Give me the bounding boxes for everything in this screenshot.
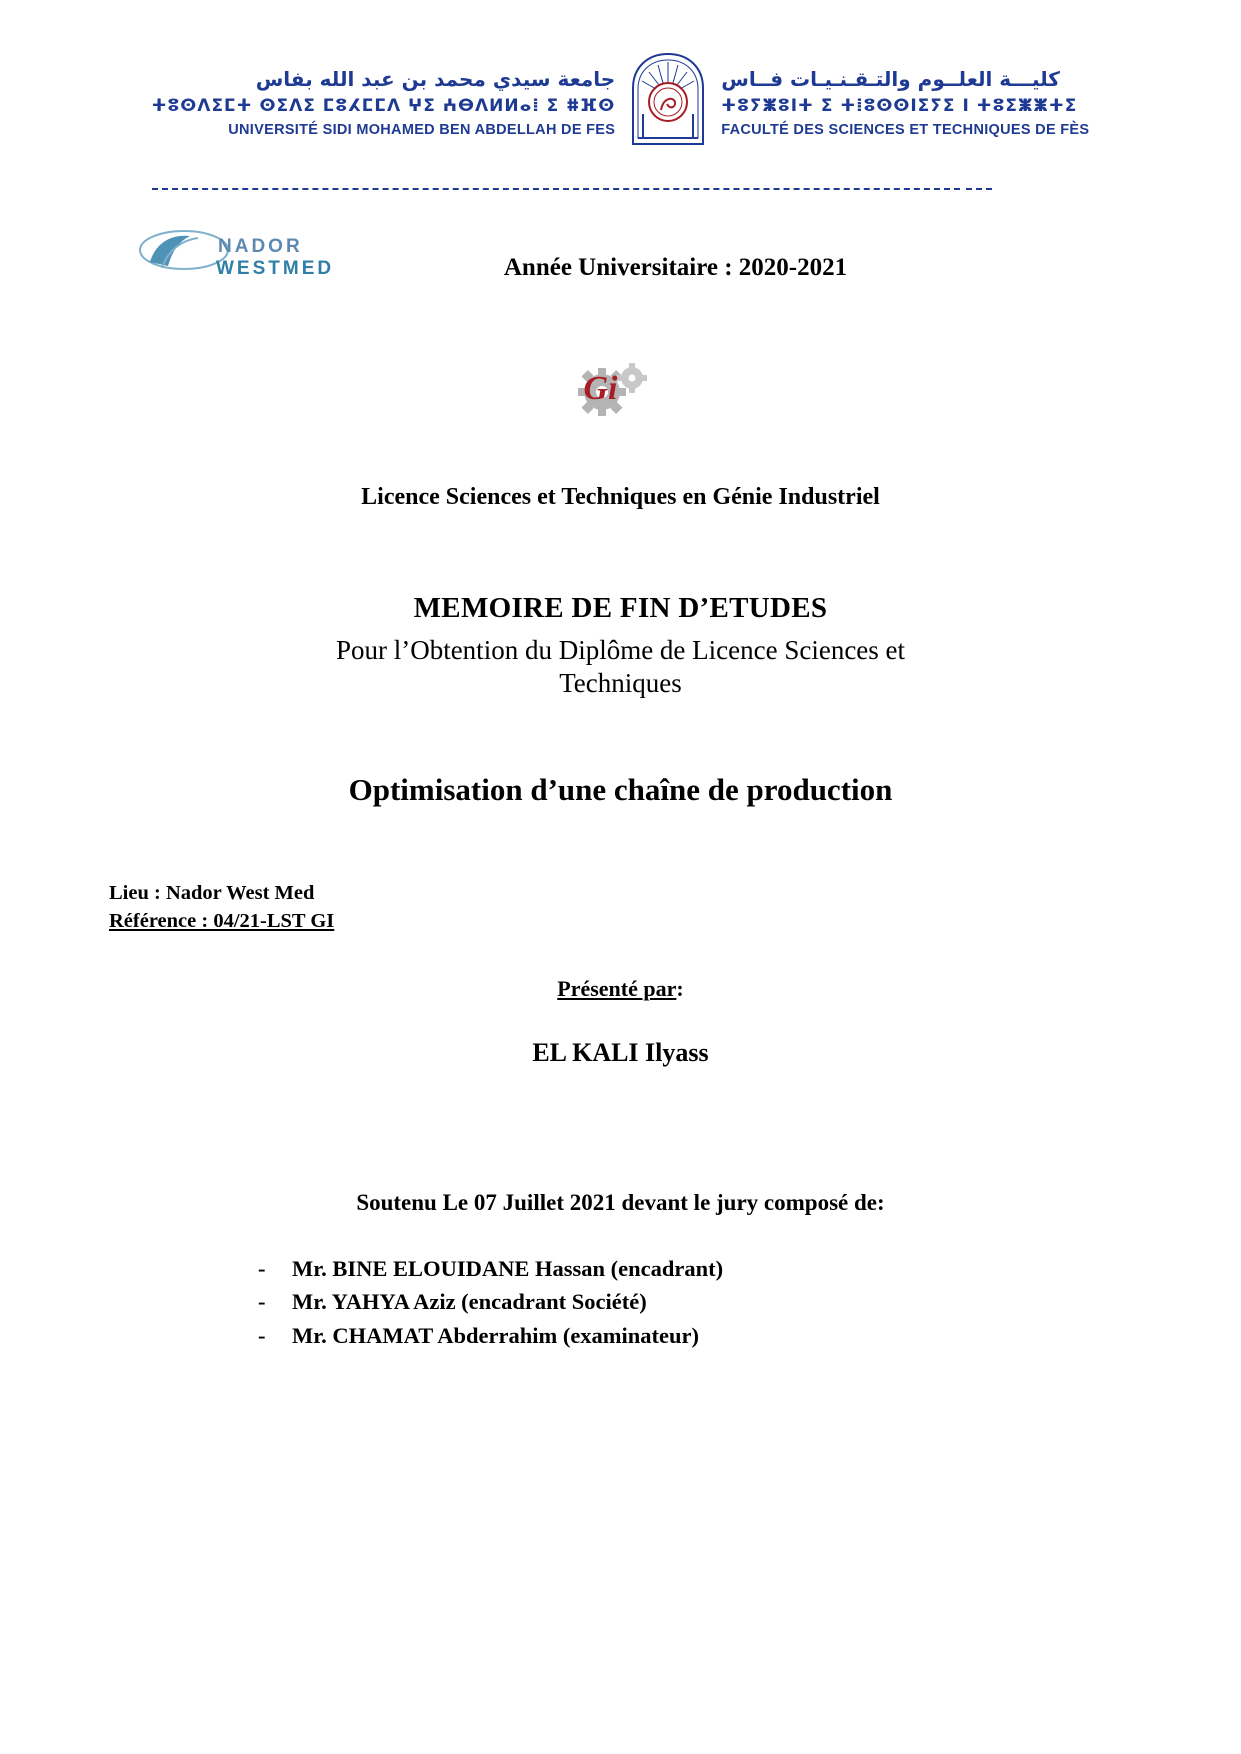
presented-by-colon: : <box>676 976 684 1001</box>
faculty-name-tifinagh: ⵜⵓⵢⵥⵓⵏⵜ ⵉ ⵜⵂⵓⵙⵙⵏⵉⵢⵉ ⵏ ⵜⵓⵉⵥⵥⵜⵉ <box>721 96 1078 116</box>
faculty-name-latin: FACULTÉ DES SCIENCES ET TECHNIQUES DE FÈS <box>721 121 1090 138</box>
jury-member-name: Mr. YAHYA Aziz (encadrant Société) <box>292 1289 647 1315</box>
university-block <box>152 52 616 141</box>
gi-logo-wrap <box>576 360 666 430</box>
bullet-dash: - <box>258 1256 266 1281</box>
degree-line: Licence Sciences et Techniques en Génie Industriel <box>361 484 880 510</box>
faculty-name-arabic: كليـــة العلــوم والتـقـنـيـات فــاس <box>721 67 1060 91</box>
jury-member-name: Mr. BINE ELOUIDANE Hassan (encadrant) <box>292 1256 724 1281</box>
list-item <box>258 1285 723 1318</box>
header-divider-tail <box>966 188 992 190</box>
memoire-subheading <box>0 634 1241 700</box>
bullet-dash: - <box>258 1322 266 1348</box>
memoire-heading: MEMOIRE DE FIN D’ETUDES <box>413 592 828 624</box>
location-line: Lieu : Nador West Med <box>109 882 315 904</box>
genie-industriel-logo <box>0 360 1241 430</box>
university-name-tifinagh: ⵜⵓⵙⴷⵉⵎⵜ ⵙⵉⴷⵉ ⵎⵓⵃⵎⵎⴷ ⵖⵉ ⵄⴱⴷⵍⵍⴰⵂ ⵉ ⵌⴼⵙ <box>151 96 616 116</box>
memoire-subheading-line1: Pour l’Obtention du Diplôme de Licence Sciences et <box>335 635 906 665</box>
university-name-arabic: جامعة سيدي محمد بن عبد الله بفاس <box>255 67 616 91</box>
list-item <box>258 1319 723 1352</box>
gi-logo-letters: Gi <box>583 370 618 407</box>
nwm-logo-line2: WESTMED <box>216 258 335 279</box>
jury-member-name: Mr. CHAMAT Abderrahim (examinateur) <box>292 1322 700 1348</box>
jury-heading: Soutenu Le 07 Juillet 2021 devant le jury composé de: <box>356 1190 885 1215</box>
document-header <box>0 52 1241 148</box>
header-inner <box>152 52 1090 148</box>
header-divider <box>152 188 960 190</box>
presented-by-text: Présenté par <box>557 976 677 1001</box>
list-item <box>258 1252 723 1285</box>
nwm-logo-line1: NADOR <box>218 236 303 257</box>
faculty-block <box>721 52 1089 141</box>
memoire-subheading-line2: Techniques <box>559 667 682 698</box>
author-name: EL KALI Ilyass <box>532 1038 709 1067</box>
reference-line: Référence : 04/21-LST GI <box>109 910 335 932</box>
academic-year: Année Universitaire : 2020-2021 <box>503 254 848 281</box>
jury-list <box>258 1252 723 1352</box>
bullet-dash: - <box>258 1289 266 1315</box>
university-name-latin: UNIVERSITÉ SIDI MOHAMED BEN ABDELLAH DE FES <box>228 121 616 138</box>
presented-by-label <box>0 976 1241 1002</box>
university-seal-icon <box>625 52 711 148</box>
document-title: Optimisation d’une chaîne de production <box>348 772 893 807</box>
